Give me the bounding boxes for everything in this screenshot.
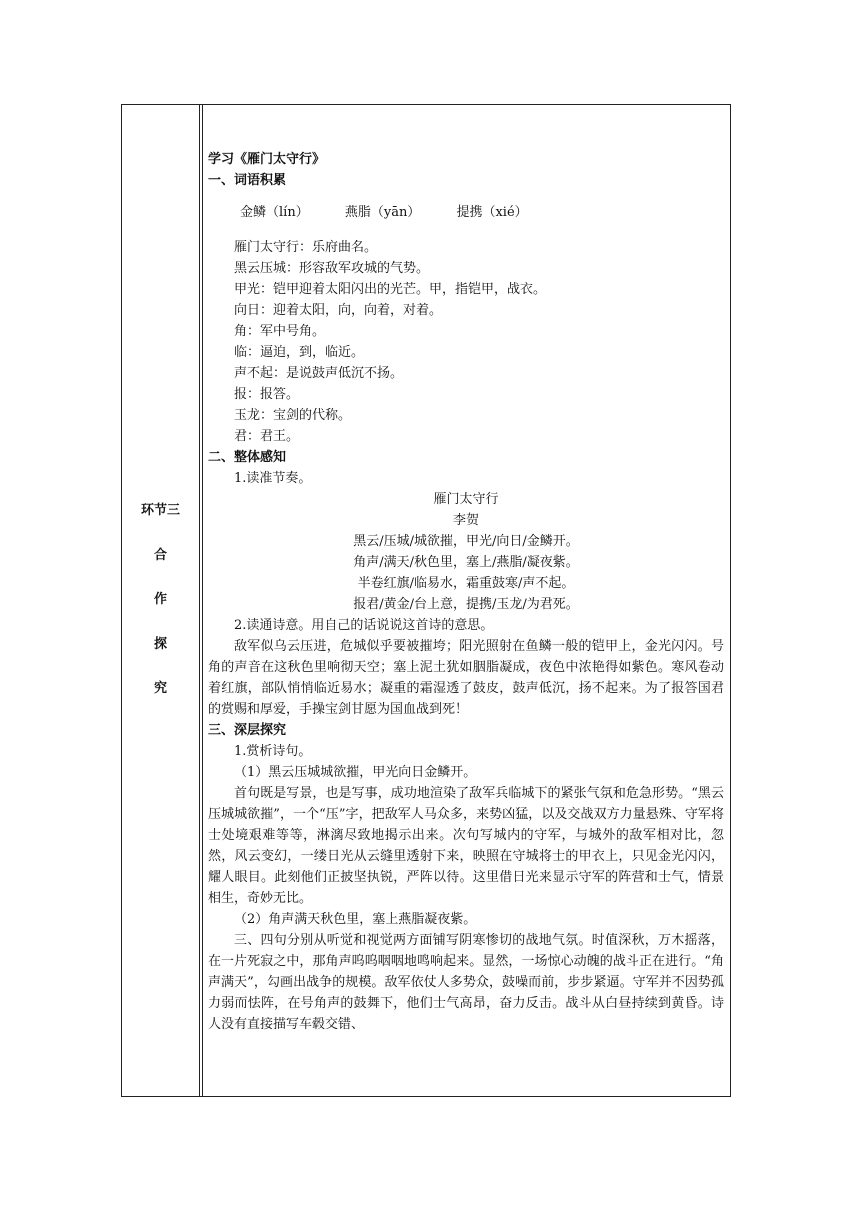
glossary-item: 临：逼迫，到，临近。 <box>234 345 365 360</box>
glossary-item: 甲光：铠甲迎着太阳闪出的光芒。甲，指铠甲，战衣。 <box>234 282 547 297</box>
glossary-item: 角：军中号角。 <box>234 324 326 339</box>
stage-label-char: 作 <box>153 592 167 607</box>
glossary-item: 玉龙：宝剑的代称。 <box>234 408 352 423</box>
glossary-item: 君：君王。 <box>234 429 300 444</box>
task-item: 2.读通诗意。用自己的话说说这首诗的意思。 <box>234 618 494 633</box>
task-item: 1.赏析诗句。 <box>234 744 312 759</box>
poem-line: 黑云/压城/城欲摧，甲光/向日/金鳞开。 <box>353 534 579 549</box>
vocab-word: 提携（xié） <box>456 205 528 220</box>
poem-line: 报君/黄金/台上意，提携/玉龙/为君死。 <box>353 597 579 612</box>
stage-label-line1: 环节三 <box>140 503 180 518</box>
glossary-item: 向日：迎着太阳，向，向着，对着。 <box>234 303 443 318</box>
glossary-item: 报：报答。 <box>234 387 300 402</box>
poem-title: 雁门太守行 <box>433 492 499 507</box>
stage-label-char: 究 <box>153 681 167 696</box>
glossary-list <box>208 237 724 447</box>
poem-couplet: （1）黑云压城城欲摧，甲光向日金鳞开。 <box>234 765 477 780</box>
task-item: 1.读准节奏。 <box>234 471 312 486</box>
column-divider <box>202 105 203 1096</box>
poem-couplet: （2）角声满天秋色里，塞上燕脂凝夜紫。 <box>234 912 477 927</box>
analysis-paragraph: 三、四句分别从听觉和视觉两方面铺写阴寒惨切的战地气氛。时值深秋，万木摇落，在一片死寂之中，那角声呜呜咽咽地鸣响起来。显然，一场惊心动魄的战斗正在进行。“角声满天”，勾画出战争的规模。敌军依仗人多势众，鼓噪而前，步步紧逼。守军并不因势孤力弱而怯阵，在号角声的鼓舞下，他们士气高昂，奋力反击。战斗从白昼持续到黄昏。诗人没有直接描写车毂交错、 <box>208 933 724 1032</box>
lesson-title: 学习《雁门太守行》 <box>208 152 326 167</box>
vocab-word: 燕脂（yān） <box>344 205 421 220</box>
lesson-content <box>208 149 724 1035</box>
column-divider <box>199 105 200 1096</box>
section-heading: 二、整体感知 <box>208 450 287 465</box>
poem-line: 角声/满天/秋色里，塞上/燕脂/凝夜紫。 <box>353 555 579 570</box>
vocabulary-words <box>208 202 724 223</box>
glossary-item: 声不起：是说鼓声低沉不扬。 <box>234 366 404 381</box>
stage-label-char: 探 <box>153 636 167 652</box>
stage-label <box>122 489 199 712</box>
lesson-table <box>121 104 731 1097</box>
section-heading: 一、词语积累 <box>208 173 287 188</box>
analysis-paragraph: 首句既是写景，也是写事，成功地渲染了敌军兵临城下的紧张气氛和危急形势。“黑云压城城欲摧”，一个“压”字，把敌军人马众多，来势凶猛，以及交战双方力量悬殊、守军将士处境艰难等等，淋漓尽致地揭示出来。次句写城内的守军，与城外的敌军相对比，忽然，风云变幻，一缕日光从云缝里透射下来，映照在守城将士的甲衣上，只见金光闪闪，耀人眼目。此刻他们正披坚执锐，严阵以待。这里借日光来显示守军的阵营和士气，情景相生，奇妙无比。 <box>208 786 724 906</box>
glossary-item: 雁门太守行：乐府曲名。 <box>234 240 378 255</box>
poem-author: 李贺 <box>452 513 479 528</box>
section-heading: 三、深层探究 <box>208 723 287 738</box>
translation-paragraph: 敌军似乌云压进，危城似乎要被摧垮；阳光照射在鱼鳞一般的铠甲上，金光闪闪。号角的声音在这秋色里响彻天空；塞上泥土犹如胭脂凝成，夜色中浓艳得如紫色。寒风卷动着红旗，部队悄悄临近易水；凝重的霜湿透了鼓皮，鼓声低沉，扬不起来。为了报答国君的赏赐和厚爱，手操宝剑甘愿为国血战到死！ <box>208 639 724 717</box>
poem-line: 半卷红旗/临易水，霜重鼓寒/声不起。 <box>357 576 575 591</box>
stage-label-char: 合 <box>153 547 167 563</box>
glossary-item: 黑云压城：形容敌军攻城的气势。 <box>234 261 430 276</box>
vocab-word: 金鳞（lín） <box>240 205 309 220</box>
